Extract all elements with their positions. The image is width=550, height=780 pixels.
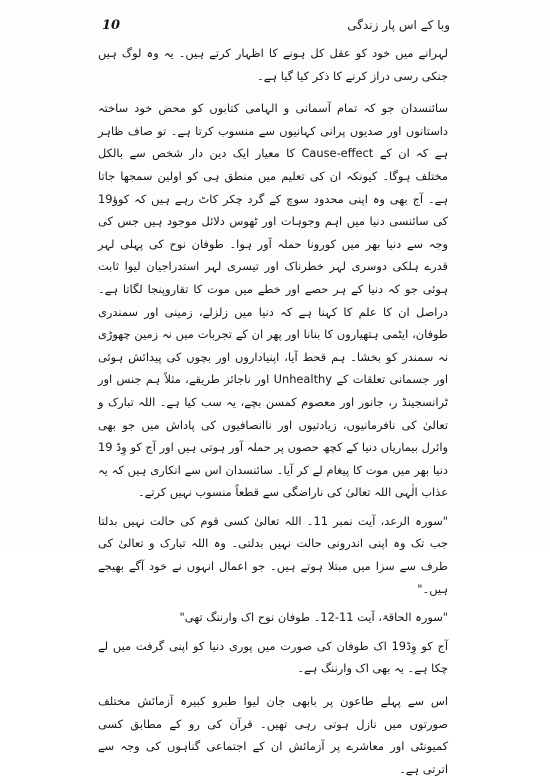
page-number: 10 xyxy=(102,17,121,33)
quote-al-rad: "سورہ الرعد، آیت نمبر 11۔ اللہ تعالیٰ کسی قوم کی حالت نہیں بدلتا جب تک وہ اپنی اندرونی حالت نہیں بدلتی۔ وہ اللہ تبارک و تعالیٰ کی طرف سے سزا میں مبتلا ہوتے ہیں۔ جو اعمال انہوں نے خود آگے بھیجے ہیں۔" xyxy=(98,513,448,596)
paragraph-4: اس سے پہلے طاعون پر بابھی جان لیوا طبرو کبیرہ آزمائش مختلف صورتوں میں نازل ہوتی رہی تھیں۔ قرآن کی رو کے مطابق کسی کمیونٹی اور معاشرے پر آزمائش ان کے اجتماعی گناہوں کی وجہ سے اترتی ہے۔ xyxy=(98,694,448,776)
page-header xyxy=(102,12,450,38)
paragraph-2: سائنسدان جو کہ تمام آسمانی و الہامی کتابوں کو محض خود ساختہ داستانوں اور صدیوں پرانی کہانیوں سے منسوب کرتا ہے۔ تو صاف ظاہر ہے کہ ان کے Cause-effect کا معیار ایک دین دار شخص سے بالکل مختلف ہوگا۔ کیونکہ ان کی تعلیم میں منطق ہی کو اولین سمجھا جاتا ہے۔ آج بھی وہ اپنی محدود سوچ کے گرد چکر کاٹ رہے ہیں کہ کوؤ19 کی سائنسی دنیا میں اہم وجوہات اور ٹھوس دلائل موجود ہیں جس کی وجہ سے دنیا بھر میں کورونا حملہ آور ہوا۔ طوفان نوح کی پہلی لہر قدرے ہلکی دوسری لہر خطرناک اور تیسری لہر استدراجیان لیوا ثابت ہوئی جو کہ دنیا کے ہر حصے اور خطے میں موت کا تقاروپنجا لگاتا ہے۔ دراصل ان کا علم کا کہنا ہے کہ دنیا میں زلزلے، زمینی اور سمندری طوفان، ایٹمی ہتھیاروں کا بنانا اور پھر ان کے تجربات میں نہ زمین چھوڑی نہ سمندر کو بخشا۔ ہم قحط آیا، اپنیاداروں اور بچوں کی پیدائش ہوئی اور جسمانی تعلقات کے Unhealthy اور ناجائز طریقے، مثلاً ہم جنس اور ٹرانسجینڈ ر، جانور اور معصوم کمسن بچے، یہ سب کیا ہے۔ اللہ تبارک و تعالیٰ کی نافرمانیوں، زیادتیوں اور ناانصافیوں کی پاداش میں جو بھی وائرل بیماریاں دنیا کے کچھ حصوں پر حملہ آور ہوتی ہیں اور آج کو وِڈ 19 دنیا بھر میں موت کا پیغام لے کر آیا۔ سائنسدان اس سے انکاری ہیں کہ یہ عذاب الٰہی اللہ تعالیٰ کی ناراضگی سے قطعاً منسوب نہیں کرتے۔ xyxy=(98,101,448,500)
quote-al-haqqah: "سورہ الحاقۃ، آیت 11-12۔ طوفان نوح اک وارننگ تھی" xyxy=(179,610,448,625)
paragraph-3: آج کو وِڈ19 اک طوفان کی صورت میں پوری دنیا کو اپنی گرفت میں لے چکا ہے۔ یہ بھی اک وارننگ ہے۔ xyxy=(98,638,448,676)
body-text xyxy=(98,42,448,776)
paragraph-1: لہرانے میں خود کو عقل کل ہونے کا اظہار کرتے ہیں۔ یہ وہ لوگ ہیں جنکی رسی دراز کرنے کا ذکر کیا گیا ہے۔ xyxy=(98,46,448,83)
running-head: وبا کے اس پار زندگی xyxy=(347,18,450,32)
